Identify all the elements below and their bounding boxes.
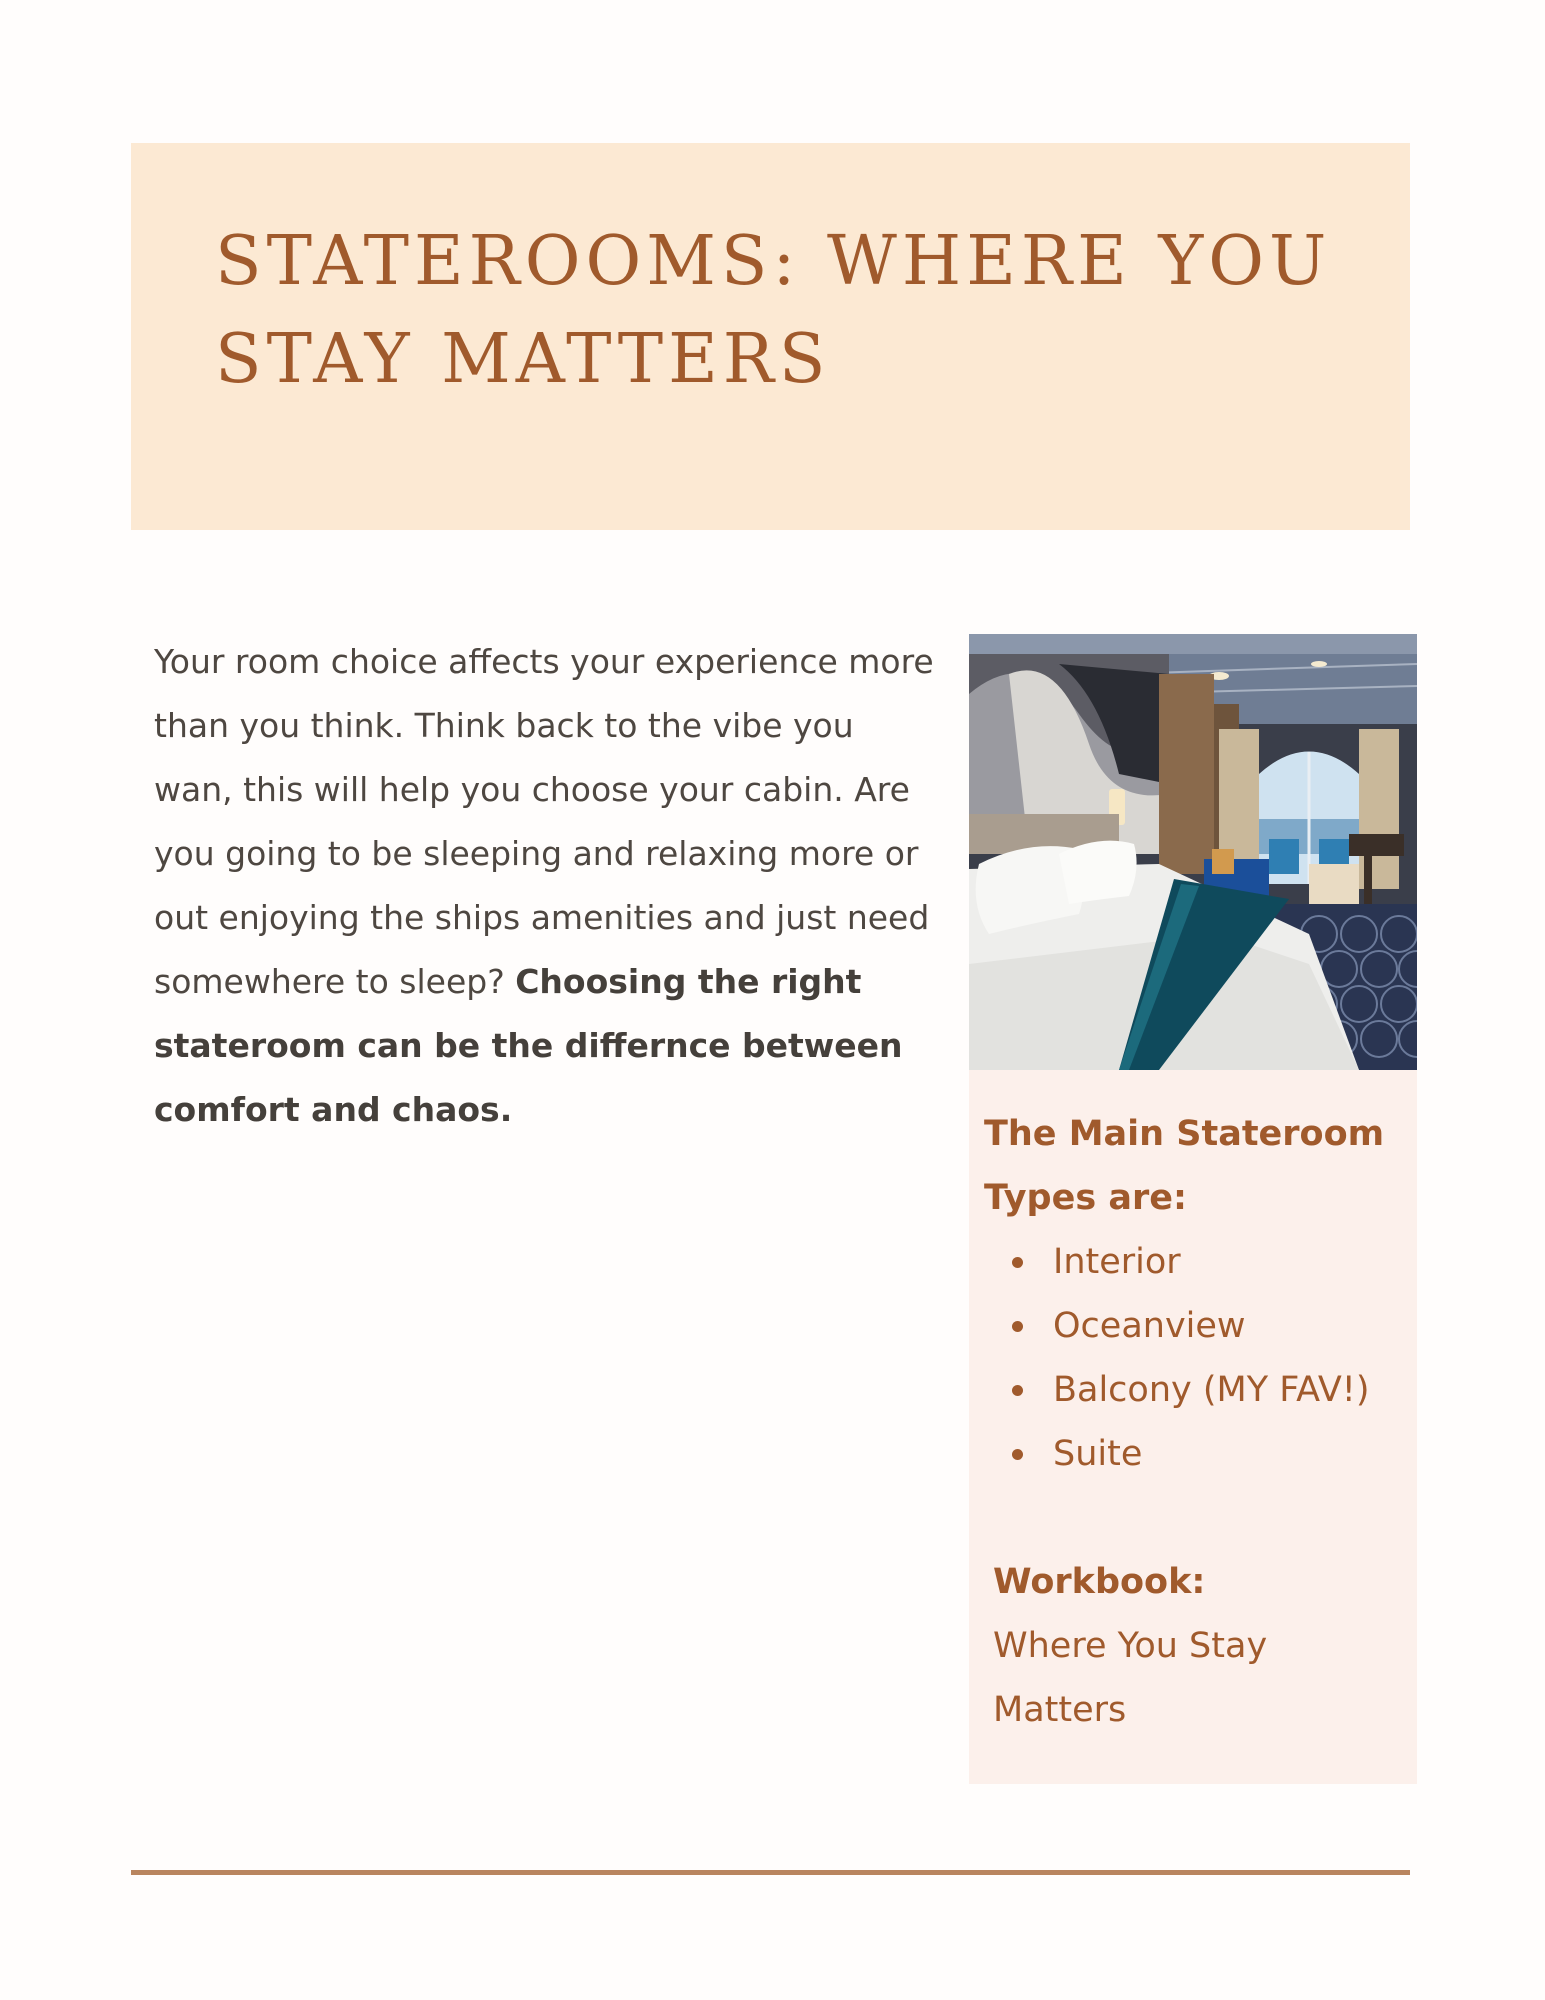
list-item-label: Balcony (MY FAV!) bbox=[1053, 1370, 1370, 1410]
list-item-label: Suite bbox=[1053, 1434, 1143, 1474]
intro-emphasis: Choosing the right stateroom can be the differnce between comfort and chaos. bbox=[154, 962, 903, 1129]
list-item bbox=[984, 1422, 1369, 1486]
list-item bbox=[984, 1294, 1369, 1358]
footer-divider bbox=[131, 1870, 1410, 1875]
stateroom-photo bbox=[969, 634, 1417, 1070]
workbook-title: Where You Stay Matters bbox=[993, 1626, 1268, 1730]
types-list bbox=[984, 1230, 1369, 1486]
intro-paragraph bbox=[154, 630, 934, 1142]
stateroom-types-panel bbox=[969, 1070, 1417, 1784]
workbook-label: Workbook: bbox=[993, 1562, 1206, 1602]
header-band bbox=[131, 143, 1410, 530]
page-title: STATEROOMS: WHERE YOU STAY MATTERS bbox=[215, 222, 1332, 399]
bullet-icon bbox=[1012, 1321, 1023, 1332]
list-item bbox=[984, 1358, 1369, 1422]
intro-text: Your room choice affects your experience more than you think. Think back to the vibe you wan, this will help you choose your cabin. Are you going to be sleeping and relaxing more or out enjoying the ships amenities and just need somewhere to sleep? bbox=[154, 642, 934, 1001]
list-item-label: Oceanview bbox=[1053, 1306, 1246, 1346]
list-item-label: Interior bbox=[1053, 1242, 1181, 1282]
types-heading: The Main Stateroom Types are: bbox=[984, 1114, 1385, 1218]
bullet-icon bbox=[1012, 1449, 1023, 1460]
bullet-icon bbox=[1012, 1385, 1023, 1396]
bullet-icon bbox=[1012, 1257, 1023, 1268]
list-item bbox=[984, 1230, 1369, 1294]
stateroom-illustration bbox=[969, 634, 1417, 1070]
